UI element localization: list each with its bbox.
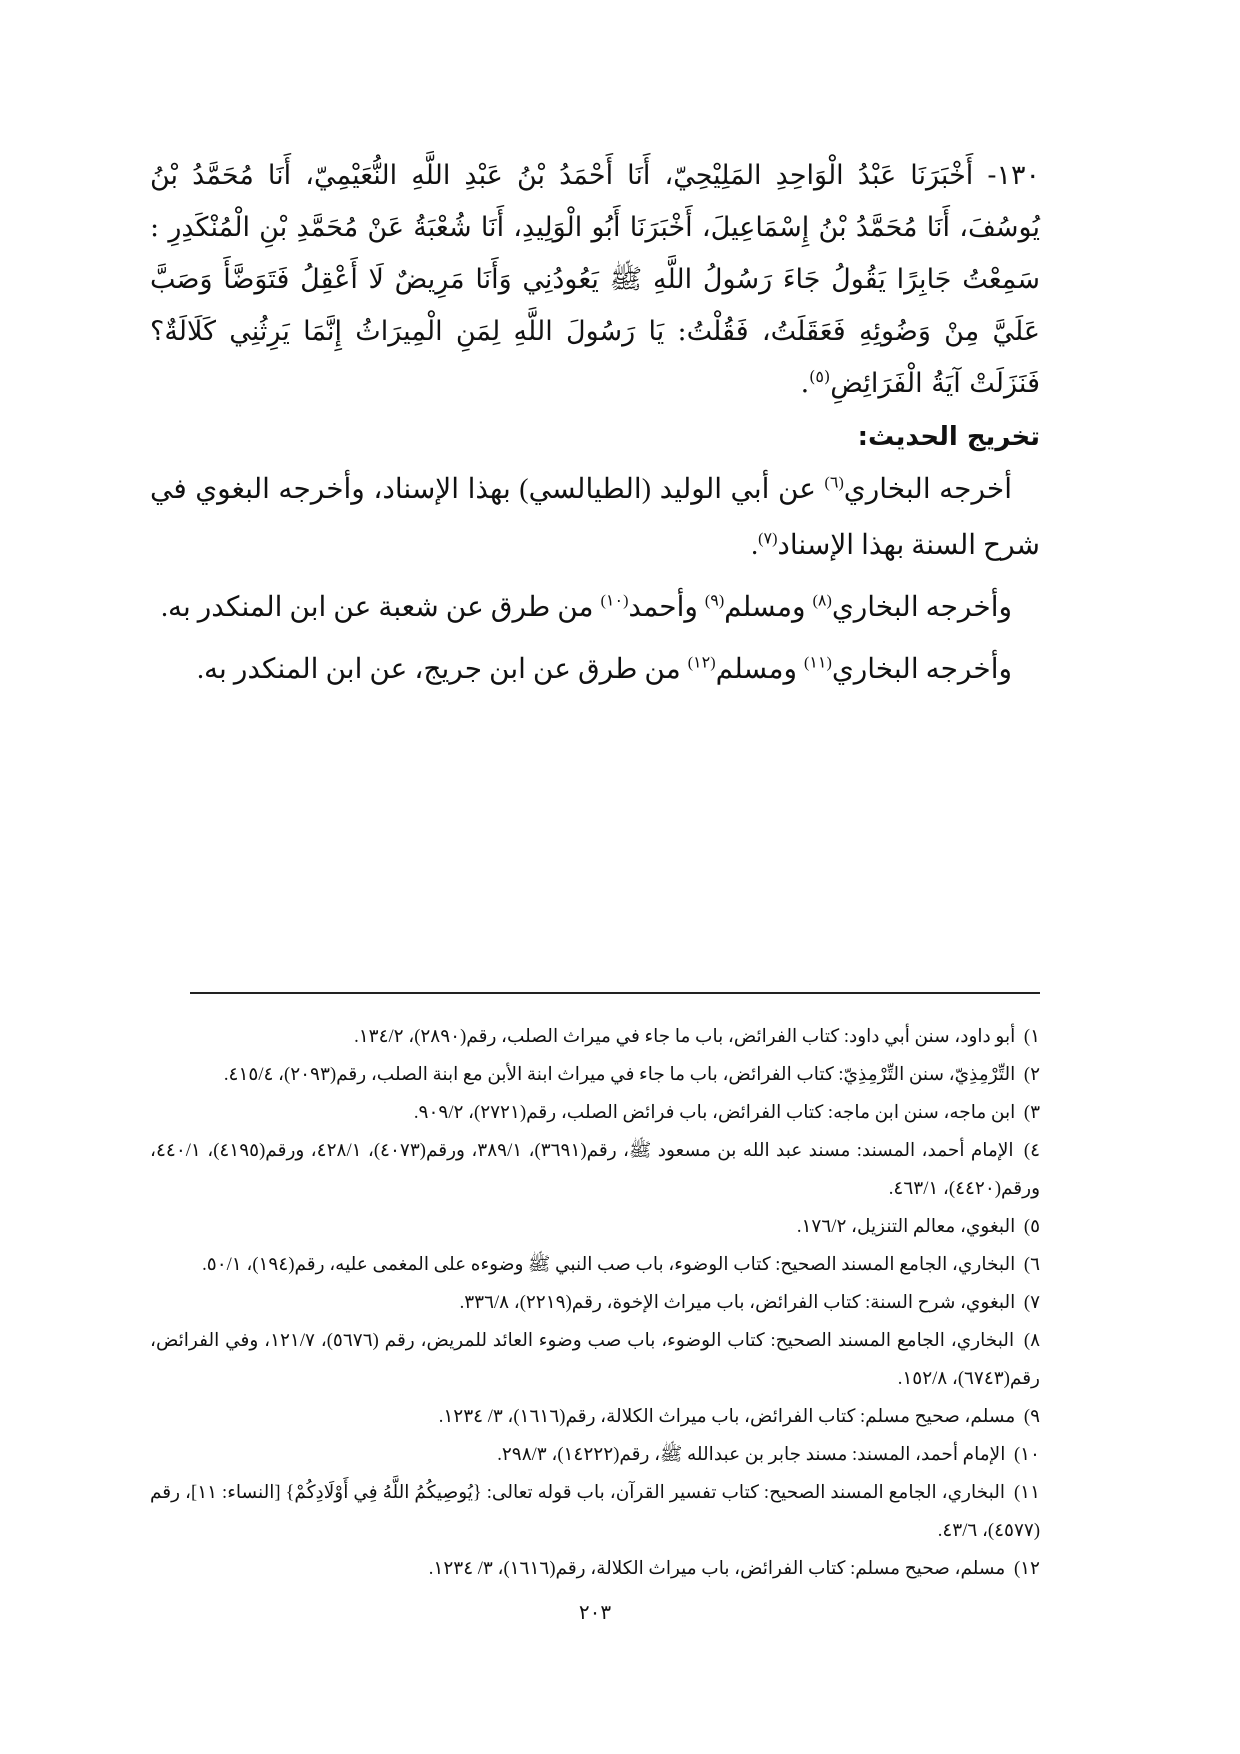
footnote-number: ٨) bbox=[1023, 1331, 1041, 1351]
footnote-ref-6[interactable]: (٦) bbox=[824, 474, 844, 492]
footnote-number: ٣) bbox=[1023, 1103, 1040, 1123]
paragraph-text: ومسلم bbox=[724, 592, 813, 623]
footnote-number: ١) bbox=[1023, 1027, 1040, 1047]
footnote-number: ١٠) bbox=[1013, 1445, 1040, 1465]
footnote-1 bbox=[150, 1018, 1040, 1056]
footnote-9 bbox=[150, 1398, 1040, 1436]
page-number: ٢٠٣ bbox=[578, 1602, 612, 1624]
section-heading: تخريج الحديث: bbox=[857, 422, 1040, 452]
paragraph-text: وأخرجه البخاري bbox=[831, 654, 1012, 685]
footnote-text: البغوي، معالم التنزيل، ١٧٦/٢. bbox=[796, 1217, 1016, 1237]
footnote-text: مسلم، صحيح مسلم: كتاب الفرائض، باب ميراث الكلالة، رقم(١٦١٦)، ٣/ ١٢٣٤. bbox=[428, 1559, 1006, 1579]
footnote-ref-9[interactable]: (٩) bbox=[704, 592, 725, 610]
takhrij-paragraph-2 bbox=[150, 580, 1040, 636]
paragraph-text: . bbox=[751, 530, 759, 561]
paragraph-text: وأخرجه البخاري bbox=[831, 592, 1012, 623]
footnote-text: الإمام أحمد، المسند: مسند عبد الله بن مسعود ﷺ، رقم(٣٦٩١)، ٣٨٩/١، ورقم(٤٠٧٣)، ٤٢٨/١، ورقم(٤١٩٥)، ٤٤٠/١، ورقم(٤٤٢٠)، ٤٦٣/١. bbox=[150, 1141, 1040, 1199]
document-page bbox=[150, 150, 1041, 1624]
footnote-4 bbox=[150, 1132, 1040, 1208]
footnote-text: أبو داود، سنن أبي داود: كتاب الفرائض، باب ما جاء في ميراث الصلب، رقم(٢٨٩٠)، ١٣٤/٢. bbox=[354, 1027, 1016, 1047]
paragraph-text: ومسلم bbox=[715, 654, 804, 685]
footnote-number: ٧) bbox=[1023, 1293, 1040, 1313]
footnote-text: البخاري، الجامع المسند الصحيح: كتاب الوضوء، باب صب وضوء العائد للمريض، رقم (٥٦٧٦)، ١٢١/٧، وفي الفرائض، رقم(٦٧٤٣)، ١٥٢/٨. bbox=[150, 1331, 1040, 1389]
takhrij-paragraph-1 bbox=[150, 462, 1040, 574]
footnote-number: ١١) bbox=[1013, 1483, 1041, 1503]
hadith-end: . bbox=[800, 368, 810, 399]
paragraph-text: وأحمد bbox=[628, 592, 705, 623]
footnote-ref-5[interactable]: (٥) bbox=[809, 367, 831, 386]
paragraph-text: عن أبي الوليد (الطيالسي) بهذا الإسناد، وأخرجه البغوي في شرح السنة بهذا الإسناد bbox=[150, 474, 1040, 561]
footnote-text: مسلم، صحيح مسلم: كتاب الفرائض، باب ميراث الكلالة، رقم(١٦١٦)، ٣/ ١٢٣٤. bbox=[438, 1407, 1016, 1427]
footnote-6 bbox=[150, 1246, 1040, 1284]
footnotes-list bbox=[150, 1018, 1040, 1588]
footnote-7 bbox=[150, 1284, 1040, 1322]
paragraph-text: أخرجه البخاري bbox=[843, 474, 1012, 505]
paragraph-text: من طرق عن شعبة عن ابن المنكدر به. bbox=[160, 592, 601, 623]
footnote-ref-11[interactable]: (١١) bbox=[803, 654, 832, 672]
footnote-number: ١٢) bbox=[1013, 1559, 1040, 1579]
footnote-number: ٤) bbox=[1023, 1141, 1040, 1161]
footnote-ref-8[interactable]: (٨) bbox=[812, 592, 832, 610]
footnote-number: ٥) bbox=[1023, 1217, 1040, 1237]
footnote-text: البغوي، شرح السنة: كتاب الفرائض، باب ميراث الإخوة، رقم(٢٢١٩)، ٣٣٦/٨. bbox=[459, 1293, 1016, 1313]
footnote-number: ٩) bbox=[1023, 1407, 1040, 1427]
footnote-number: ٦) bbox=[1023, 1255, 1040, 1275]
footnote-5 bbox=[150, 1208, 1040, 1246]
footnote-number: ٢) bbox=[1023, 1065, 1040, 1085]
footnote-ref-7[interactable]: (٧) bbox=[758, 530, 778, 548]
footnote-8 bbox=[150, 1322, 1040, 1398]
footnote-text: الإمام أحمد، المسند: مسند جابر بن عبدالله ﷺ، رقم(١٤٢٢٢)، ٢٩٨/٣. bbox=[497, 1445, 1006, 1465]
footnote-2 bbox=[150, 1056, 1040, 1094]
footnote-10 bbox=[150, 1436, 1040, 1474]
footnote-text: ابن ماجه، سنن ابن ماجه: كتاب الفرائض، باب فرائض الصلب، رقم(٢٧٢١)، ٩٠٩/٢. bbox=[413, 1103, 1016, 1123]
footnote-ref-10[interactable]: (١٠) bbox=[600, 592, 629, 610]
footnote-11 bbox=[150, 1474, 1040, 1550]
hadith-text bbox=[150, 150, 1040, 410]
takhrij-paragraph-3 bbox=[150, 642, 1040, 698]
paragraph-text: من طرق عن ابن جريج، عن ابن المنكدر به. bbox=[197, 654, 688, 685]
footnote-text: التِّرْمِذِيّ، سنن التِّرْمِذِيّ: كتاب الفرائض، باب ما جاء في ميراث ابنة الأبن مع ابنة الصلب، رقم(٢٠٩٣)، ٤١٥/٤. bbox=[223, 1065, 1016, 1085]
footnote-12 bbox=[150, 1550, 1040, 1588]
footnote-text: البخاري، الجامع المسند الصحيح: كتاب الوضوء، باب صب النبي ﷺ وضوءه على المغمى عليه، رقم(١٩٤)، ٥٠/١. bbox=[202, 1255, 1016, 1275]
footnote-text: البخاري، الجامع المسند الصحيح: كتاب تفسير القرآن، باب قوله تعالى: {يُوصِيكُمُ اللَّهُ فِي أَوْلَادِكُمْ} [النساء: ١١]، رقم (٤٥٧٧)، ٤٣/٦. bbox=[150, 1483, 1040, 1541]
footnote-ref-12[interactable]: (١٢) bbox=[687, 654, 716, 672]
footnote-divider bbox=[190, 992, 1040, 994]
hadith-body: ١٣٠- أَخْبَرَنَا عَبْدُ الْوَاحِدِ المَلِيْحِيّ، أَنَا أَحْمَدُ بْنُ عَبْدِ اللَّهِ النُّعَيْمِيّ، أَنَا مُحَمَّدُ بْنُ يُوسُفَ، أَنَا مُحَمَّدُ بْنُ إِسْمَاعِيلَ، أَخْبَرَنَا أَبُو الْوَلِيدِ، أَنَا شُعْبَةُ عَنْ مُحَمَّدِ بْنِ الْمُنْكَدِرِ : سَمِعْتُ جَابِرًا يَقُولُ جَاءَ رَسُولُ اللَّهِ ﷺ يَعُودُنِي وَأَنَا مَرِيضٌ لَا أَعْقِلُ فَتَوَضَّأَ وَصَبَّ عَلَيَّ مِنْ وَضُوئِهِ فَعَقَلَتُ، فَقُلْتُ: يَا رَسُولَ اللَّهِ لِمَنِ الْمِيرَاثُ إِنَّمَا يَرِثُنِي كَلَالَةٌ؟ فَنَزَلَتْ آيَةُ الْفَرَائِضِ bbox=[150, 160, 1040, 399]
footnote-3 bbox=[150, 1094, 1040, 1132]
